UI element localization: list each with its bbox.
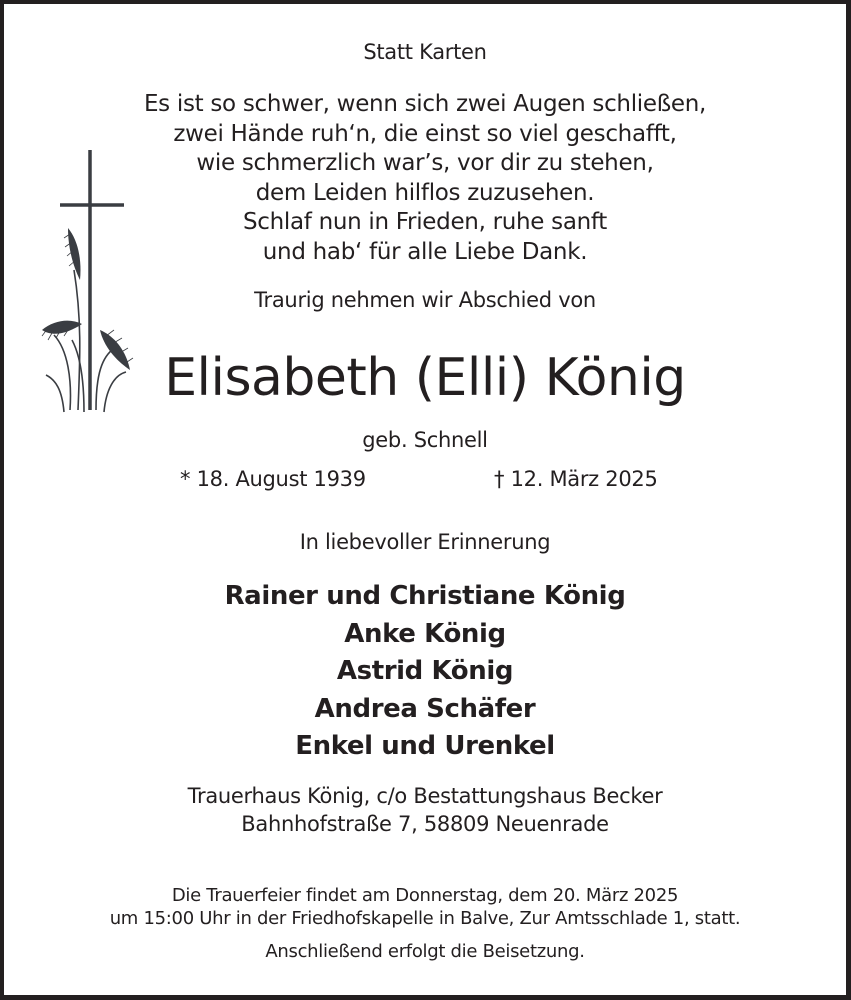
poem-line: dem Leiden hilflos zuzusehen.	[255, 179, 595, 206]
burial-info: Anschließend erfolgt die Beisetzung.	[265, 941, 585, 962]
mourner: Andrea Schäfer	[314, 693, 536, 724]
header-statt-karten: Statt Karten	[363, 40, 487, 64]
ceremony-line: Die Trauerfeier findet am Donnerstag, dem 20. März 2025	[171, 885, 679, 906]
mourner: Astrid König	[336, 656, 514, 687]
poem-line: Schlaf nun in Frieden, ruhe sanft	[242, 209, 608, 235]
maiden-name: geb. Schnell	[362, 428, 488, 452]
ceremony-line: um 15:00 Uhr in der Friedhofskapelle in Balve, Zur Amtsschlade 1, statt.	[109, 908, 741, 929]
memory-line: In liebevoller Erinnerung	[299, 530, 551, 554]
mourners-list	[4, 578, 846, 766]
intro-text: Traurig nehmen wir Abschied von	[254, 288, 596, 312]
address-line: Bahnhofstraße 7, 58809 Neuenrade	[241, 812, 609, 836]
poem-line: wie schmerzlich war’s, vor dir zu stehen,	[196, 150, 654, 176]
mourner: Rainer und Christiane König	[224, 581, 626, 611]
poem-line: und hab‘ für alle Liebe Dank.	[262, 238, 588, 265]
birth-date: * 18. August 1939	[180, 467, 366, 491]
death-date: † 12. März 2025	[494, 467, 658, 491]
obituary-notice	[4, 4, 846, 995]
address-line: Trauerhaus König, c/o Bestattungshaus Becker	[187, 784, 663, 808]
poem-line: zwei Hände ruh‘n, die einst so viel geschafft,	[173, 120, 677, 147]
mourner: Anke König	[344, 618, 506, 649]
poem	[4, 90, 846, 267]
ceremony-info	[4, 884, 846, 930]
deceased-name: Elisabeth (Elli) König	[164, 348, 686, 408]
mourner: Enkel und Urenkel	[295, 731, 555, 762]
poem-line: Es ist so schwer, wenn sich zwei Augen schließen,	[143, 91, 707, 117]
mourning-address	[4, 782, 846, 838]
